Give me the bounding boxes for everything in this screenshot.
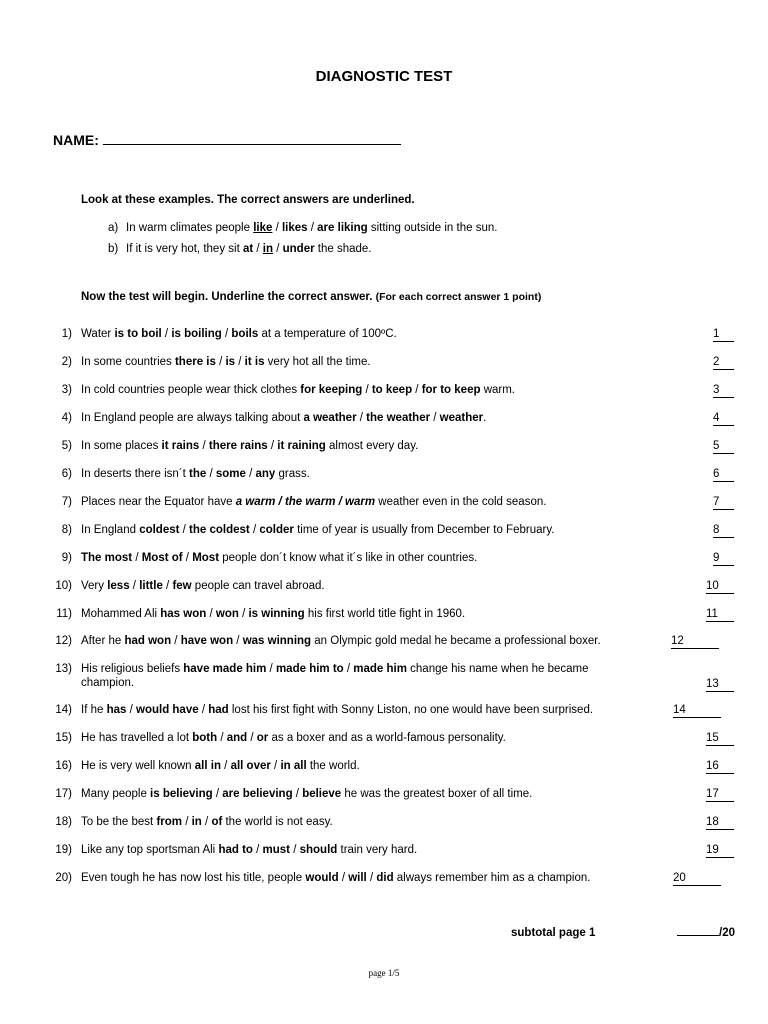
answer-option[interactable]: a weather (303, 412, 357, 424)
name-label: NAME: (53, 132, 99, 148)
question-number: 12) (55, 635, 72, 647)
question-number: 9) (61, 552, 72, 564)
answer-option[interactable]: did (376, 872, 394, 884)
question-number: 20) (55, 872, 72, 884)
page-title: DIAGNOSTIC TEST (315, 68, 453, 85)
answer-option[interactable]: warm (345, 496, 376, 508)
option-separator: / (362, 384, 372, 396)
question-stem-continued: champion. (81, 677, 135, 689)
answer-option[interactable]: all in (194, 760, 221, 772)
option-separator: / (162, 580, 173, 592)
option-separator: / (238, 608, 249, 620)
question-stem: After he (81, 635, 125, 647)
answer-option[interactable]: would have (136, 704, 199, 716)
question-stem: He is very well known (81, 760, 195, 772)
answer-option[interactable]: have made him (183, 663, 267, 675)
option-separator: / (335, 496, 346, 508)
question-number: 13) (55, 663, 72, 675)
question-stem-end: almost every day. (325, 440, 419, 452)
question-stem: His religious beliefs (81, 663, 184, 675)
answer-blank[interactable]: 17 (706, 787, 734, 802)
answer-option[interactable]: coldest (139, 524, 180, 536)
question-text (81, 759, 671, 773)
answer-option[interactable]: has (106, 704, 127, 716)
answer-option[interactable]: the weather (366, 412, 431, 424)
question-stem: To be the best (81, 816, 157, 828)
example-option[interactable]: are liking (317, 222, 368, 234)
answer-option[interactable]: all over (230, 760, 271, 772)
subtotal-label: subtotal page 1 (511, 927, 596, 939)
answer-option[interactable]: had (208, 704, 229, 716)
answer-blank[interactable]: 1 (713, 327, 734, 342)
example-text: the shade. (314, 243, 372, 255)
answer-option[interactable]: Most of (141, 552, 183, 564)
answer-option[interactable]: it is (244, 356, 265, 368)
question-text (81, 383, 671, 397)
question-stem-end: people don´t know what it´s like in other countries. (219, 552, 478, 564)
question-stem-end: he was the greatest boxer of all time. (341, 788, 533, 800)
question-stem: In some countries (81, 356, 175, 368)
answer-option[interactable]: colder (259, 524, 294, 536)
question-text (81, 551, 671, 565)
question-text (81, 787, 671, 801)
answer-option[interactable]: is (225, 356, 236, 368)
example-separator: / (273, 243, 283, 255)
answer-blank[interactable]: 18 (706, 815, 734, 830)
answer-option[interactable]: and (226, 732, 248, 744)
answer-option[interactable]: The most (81, 552, 133, 564)
option-separator: / (245, 468, 256, 480)
option-separator: / (343, 663, 354, 675)
option-separator: / (182, 552, 193, 564)
example-option[interactable]: in (262, 243, 274, 255)
question-stem-end: weather even in the cold season. (375, 496, 547, 508)
answer-option[interactable]: would (305, 872, 339, 884)
answer-blank[interactable]: 8 (713, 523, 734, 538)
option-separator: / (217, 732, 227, 744)
example-label: b) (108, 243, 119, 255)
question-text (81, 634, 671, 648)
example-option[interactable]: like (253, 222, 273, 234)
answer-option[interactable]: in all (280, 760, 307, 772)
question-text (81, 495, 671, 509)
answer-blank[interactable]: 3 (713, 383, 734, 398)
answer-blank[interactable]: 12 (671, 634, 719, 649)
option-separator: / (366, 872, 377, 884)
question-stem: Very (81, 580, 108, 592)
question-stem-end: grass. (275, 468, 310, 480)
question-number: 17) (55, 788, 72, 800)
answer-option[interactable]: is winning (248, 608, 305, 620)
question-text (81, 871, 671, 885)
option-separator: / (233, 635, 243, 647)
option-separator: / (182, 816, 192, 828)
option-separator: / (126, 704, 136, 716)
answer-option[interactable]: there is (174, 356, 216, 368)
answer-blank[interactable]: 20 (673, 871, 721, 886)
question-text (81, 607, 671, 621)
option-separator: / (247, 732, 257, 744)
answer-option[interactable]: made him (353, 663, 407, 675)
question-number: 14) (55, 704, 72, 716)
answer-option[interactable]: must (262, 844, 291, 856)
answer-option[interactable]: the coldest (189, 524, 250, 536)
answer-option[interactable]: little (139, 580, 163, 592)
answer-blank[interactable]: 13 (706, 677, 734, 692)
option-separator: / (275, 496, 285, 508)
answer-option[interactable]: believe (302, 788, 342, 800)
answer-blank[interactable]: 11 (706, 607, 734, 622)
option-separator: / (430, 412, 440, 424)
example-separator: / (253, 243, 263, 255)
option-separator: / (199, 440, 209, 452)
answer-option[interactable]: boils (231, 328, 259, 340)
question-number: 4) (61, 412, 72, 424)
example-option[interactable]: likes (281, 222, 308, 234)
question-stem: In some places (81, 440, 162, 452)
question-stem: He has travelled a lot (81, 732, 193, 744)
question-stem-end: as a boxer and as a world-famous personality. (268, 732, 506, 744)
option-separator: / (220, 760, 231, 772)
question-stem-end: . (483, 412, 487, 424)
answer-option[interactable]: of (211, 816, 223, 828)
question-stem: Mohammed Ali (81, 608, 161, 620)
answer-option[interactable]: is boiling (171, 328, 222, 340)
question-stem: Many people (81, 788, 151, 800)
answer-blank[interactable]: 19 (706, 843, 734, 858)
question-stem: If he (81, 704, 107, 716)
answer-option[interactable]: it raining (277, 440, 326, 452)
answer-option[interactable]: from (156, 816, 183, 828)
answer-option[interactable]: the (189, 468, 207, 480)
answer-option[interactable]: in (191, 816, 202, 828)
answer-option[interactable]: some (215, 468, 246, 480)
option-separator: / (267, 440, 278, 452)
question-stem: Water (81, 328, 115, 340)
option-separator: / (290, 844, 300, 856)
question-text (81, 815, 671, 829)
question-stem-end: train very hard. (337, 844, 418, 856)
answer-option[interactable]: it rains (161, 440, 200, 452)
answer-blank[interactable]: 14 (673, 703, 721, 718)
question-number: 18) (55, 816, 72, 828)
answer-option[interactable]: has won (160, 608, 207, 620)
question-stem: In deserts there isn´t (81, 468, 190, 480)
option-separator: / (129, 580, 140, 592)
question-stem-end: the world is not easy. (222, 816, 333, 828)
example-option[interactable]: at (242, 243, 254, 255)
answer-option[interactable]: for to keep (421, 384, 481, 396)
option-separator: / (198, 704, 209, 716)
question-stem: In England people are always talking about (81, 412, 304, 424)
question-text (81, 327, 671, 341)
question-text (81, 731, 671, 745)
question-text (81, 411, 671, 425)
option-separator: / (212, 788, 223, 800)
example-separator: / (272, 222, 282, 234)
question-text (81, 579, 671, 593)
answer-option[interactable]: are believing (222, 788, 293, 800)
example-label: a) (108, 222, 119, 234)
page-number: page 1/5 (368, 968, 400, 978)
question-number: 8) (61, 524, 72, 536)
answer-option[interactable]: any (255, 468, 276, 480)
answer-option[interactable]: few (172, 580, 192, 592)
question-text (81, 703, 671, 717)
question-stem: Like any top sportsman Ali (81, 844, 219, 856)
question-number: 16) (55, 760, 72, 772)
question-number: 3) (61, 384, 72, 396)
question-text (81, 843, 671, 857)
question-stem-end: an Olympic gold medal he became a professional boxer. (311, 635, 601, 647)
answer-blank[interactable]: 5 (713, 439, 734, 454)
question-stem-end: time of year is usually from December to February. (293, 524, 555, 536)
question-stem-end: very hot all the time. (264, 356, 371, 368)
answer-option[interactable]: should (299, 844, 338, 856)
test-heading (81, 291, 541, 303)
option-separator: / (201, 816, 212, 828)
answer-option[interactable]: there rains (208, 440, 268, 452)
question-number: 19) (55, 844, 72, 856)
example-option[interactable]: under (282, 243, 315, 255)
example-text: If it is very hot, they sit (126, 243, 243, 255)
example-separator: / (307, 222, 318, 234)
option-separator: / (221, 328, 232, 340)
question-stem: In England (81, 524, 140, 536)
answer-option[interactable]: a warm (235, 496, 276, 508)
option-separator: / (338, 872, 349, 884)
subtotal-blank[interactable] (677, 935, 719, 936)
answer-option[interactable]: won (215, 608, 239, 620)
option-separator: / (292, 788, 303, 800)
option-separator: / (266, 663, 276, 675)
question-stem-end: warm. (480, 384, 515, 396)
answer-blank[interactable]: 16 (706, 759, 734, 774)
option-separator: / (206, 608, 216, 620)
option-separator: / (171, 635, 181, 647)
question-stem-end: lost his first fight with Sonny Liston, no one would have been surprised. (228, 704, 594, 716)
example-text: In warm climates people (126, 222, 254, 234)
example-item (108, 222, 497, 234)
question-stem-end: people can travel abroad. (191, 580, 325, 592)
option-separator: / (270, 760, 281, 772)
answer-blank[interactable]: 4 (713, 411, 734, 426)
option-separator: / (356, 412, 367, 424)
option-separator: / (252, 844, 263, 856)
option-separator: / (249, 524, 260, 536)
answer-option[interactable]: less (107, 580, 130, 592)
answer-blank[interactable]: 9 (713, 551, 734, 566)
answer-blank[interactable]: 15 (706, 731, 734, 746)
question-text (81, 467, 671, 481)
answer-option[interactable]: to keep (371, 384, 413, 396)
answer-option[interactable]: is believing (150, 788, 213, 800)
answer-blank[interactable]: 10 (706, 579, 734, 594)
question-stem-end: always remember him as a champion. (393, 872, 591, 884)
question-stem: In cold countries people wear thick clothes (81, 384, 301, 396)
question-stem-end: the world. (306, 760, 360, 772)
option-separator: / (161, 328, 172, 340)
question-stem-end: change his name when he became (406, 663, 589, 675)
question-stem-end: his first world title fight in 1960. (304, 608, 466, 620)
name-blank[interactable] (103, 131, 401, 145)
question-number: 2) (61, 356, 72, 368)
question-text (81, 523, 671, 537)
question-number: 6) (61, 468, 72, 480)
answer-option[interactable]: had to (218, 844, 253, 856)
name-field (53, 131, 401, 148)
answer-blank[interactable]: 2 (713, 355, 734, 370)
question-number: 5) (61, 440, 72, 452)
answer-option[interactable]: or (256, 732, 269, 744)
answer-option[interactable]: have won (180, 635, 234, 647)
option-separator: / (235, 356, 245, 368)
answer-option[interactable]: is to boil (114, 328, 162, 340)
question-number: 15) (55, 732, 72, 744)
option-separator: / (132, 552, 142, 564)
option-separator: / (215, 356, 226, 368)
answer-option[interactable]: was winning (242, 635, 312, 647)
answer-blank[interactable]: 7 (713, 495, 734, 510)
answer-option[interactable]: both (192, 732, 218, 744)
question-text (81, 439, 671, 453)
question-stem: Even tough he has now lost his title, people (81, 872, 306, 884)
subtotal-score (677, 927, 735, 939)
example-item (108, 243, 371, 255)
answer-option[interactable]: made him to (275, 663, 344, 675)
answer-blank[interactable]: 6 (713, 467, 734, 482)
question-stem-end: at a temperature of 100ºC. (258, 328, 397, 340)
subtotal-total: /20 (719, 927, 735, 939)
test-heading-note: (For each correct answer 1 point) (375, 291, 542, 303)
option-separator: / (179, 524, 190, 536)
question-number: 11) (56, 608, 72, 620)
answer-option[interactable]: weather (439, 412, 484, 424)
test-heading-text: Now the test will begin. Underline the correct answer. (81, 291, 373, 303)
answer-option[interactable]: the warm (284, 496, 336, 508)
answer-option[interactable]: had won (124, 635, 172, 647)
question-text (81, 662, 671, 690)
question-number: 1) (61, 328, 72, 340)
answer-option[interactable]: for keeping (300, 384, 363, 396)
question-number: 7) (61, 496, 72, 508)
question-text (81, 355, 671, 369)
option-separator: / (206, 468, 216, 480)
option-separator: / (412, 384, 422, 396)
answer-option[interactable]: will (348, 872, 367, 884)
examples-heading: Look at these examples. The correct answers are underlined. (81, 194, 415, 206)
question-stem: Places near the Equator have (81, 496, 236, 508)
question-number: 10) (55, 580, 72, 592)
example-text: sitting outside in the sun. (367, 222, 498, 234)
answer-option[interactable]: Most (192, 552, 220, 564)
